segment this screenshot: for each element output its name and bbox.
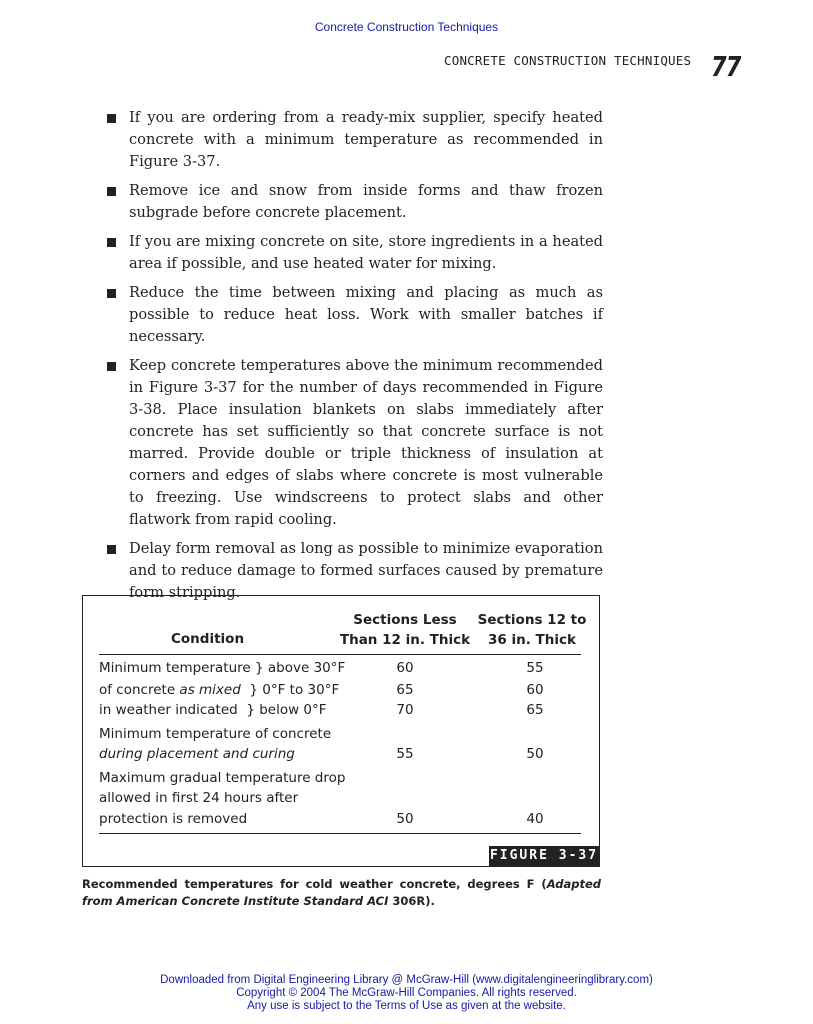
- bullet-square-icon: [107, 289, 116, 298]
- page-number: 77: [711, 50, 741, 83]
- figure-3-37: Condition Sections Less Than 12 in. Thick Sections 12 to 36 in. Thick Minimum temperature } above 30°F 60 55 of concrete as mixed } 0°F to 30°F 65 60 in weather indicated } below 0°F 70 65 Minimum temperature of concrete during placement and curing 55 50 Maximum gradual temperature drop allowed in first 24 hours after protection is removed 50 40 FIGURE 3-37: [82, 595, 600, 867]
- bullet-square-icon: [107, 545, 116, 554]
- footer-terms-link[interactable]: Any use is subject to the Terms of Use as given at the website.: [247, 1000, 566, 1012]
- running-head: CONCRETE CONSTRUCTION TECHNIQUES: [444, 53, 692, 68]
- top-book-link[interactable]: Concrete Construction Techniques: [314, 20, 499, 34]
- table-header: [99, 610, 587, 655]
- footer-copyright: Copyright © 2004 The McGraw-Hill Companies. All rights reserved.: [236, 987, 577, 999]
- bullet-square-icon: [107, 238, 116, 247]
- footer: [0, 974, 813, 1013]
- figure-label: FIGURE 3-37: [489, 846, 599, 866]
- list-item: Keep concrete temperatures above the minimum recommended in Figure 3-37 for the number of days recommended in Figure 3-38. Place insulation blankets on slabs immediately after concrete has set sufficiently so that concrete surface is not marred. Provide double or triple thickness of insulation at corners and edges of slabs where concrete is most vulnerable to freezing. Use windscreens to protect slabs and other flatwork from rapid cooling.: [105, 355, 603, 531]
- table-bottom-rule: [99, 833, 581, 834]
- header-condition: Condition: [171, 631, 245, 647]
- bullet-square-icon: [107, 187, 116, 196]
- list-item: Reduce the time between mixing and placing as much as possible to reduce heat loss. Work with smaller batches if necessary.: [105, 282, 603, 348]
- footer-download-link[interactable]: Downloaded from Digital Engineering Library @ McGraw-Hill (www.digitalengineeringlibrary.com): [160, 974, 653, 986]
- list-item: Delay form removal as long as possible to minimize evaporation and to reduce damage to formed surfaces caused by premature form stripping.: [105, 538, 603, 604]
- bullet-list: [105, 107, 603, 611]
- list-item: Remove ice and snow from inside forms and thaw frozen subgrade before concrete placement.: [105, 180, 603, 224]
- list-item: If you are ordering from a ready-mix supplier, specify heated concrete with a minimum temperature as recommended in Figure 3-37.: [105, 107, 603, 173]
- header-sections-12-36: Sections 12 to 36 in. Thick: [477, 612, 587, 648]
- list-item: If you are mixing concrete on site, store ingredients in a heated area if possible, and use heated water for mixing.: [105, 231, 603, 275]
- bullet-square-icon: [107, 114, 116, 123]
- figure-caption: Recommended temperatures for cold weather concrete, degrees F (Adapted from American Concrete Institute Standard ACI 306R).: [82, 877, 601, 908]
- header-sections-less: Sections Less Than 12 in. Thick: [339, 612, 471, 648]
- bullet-square-icon: [107, 362, 116, 371]
